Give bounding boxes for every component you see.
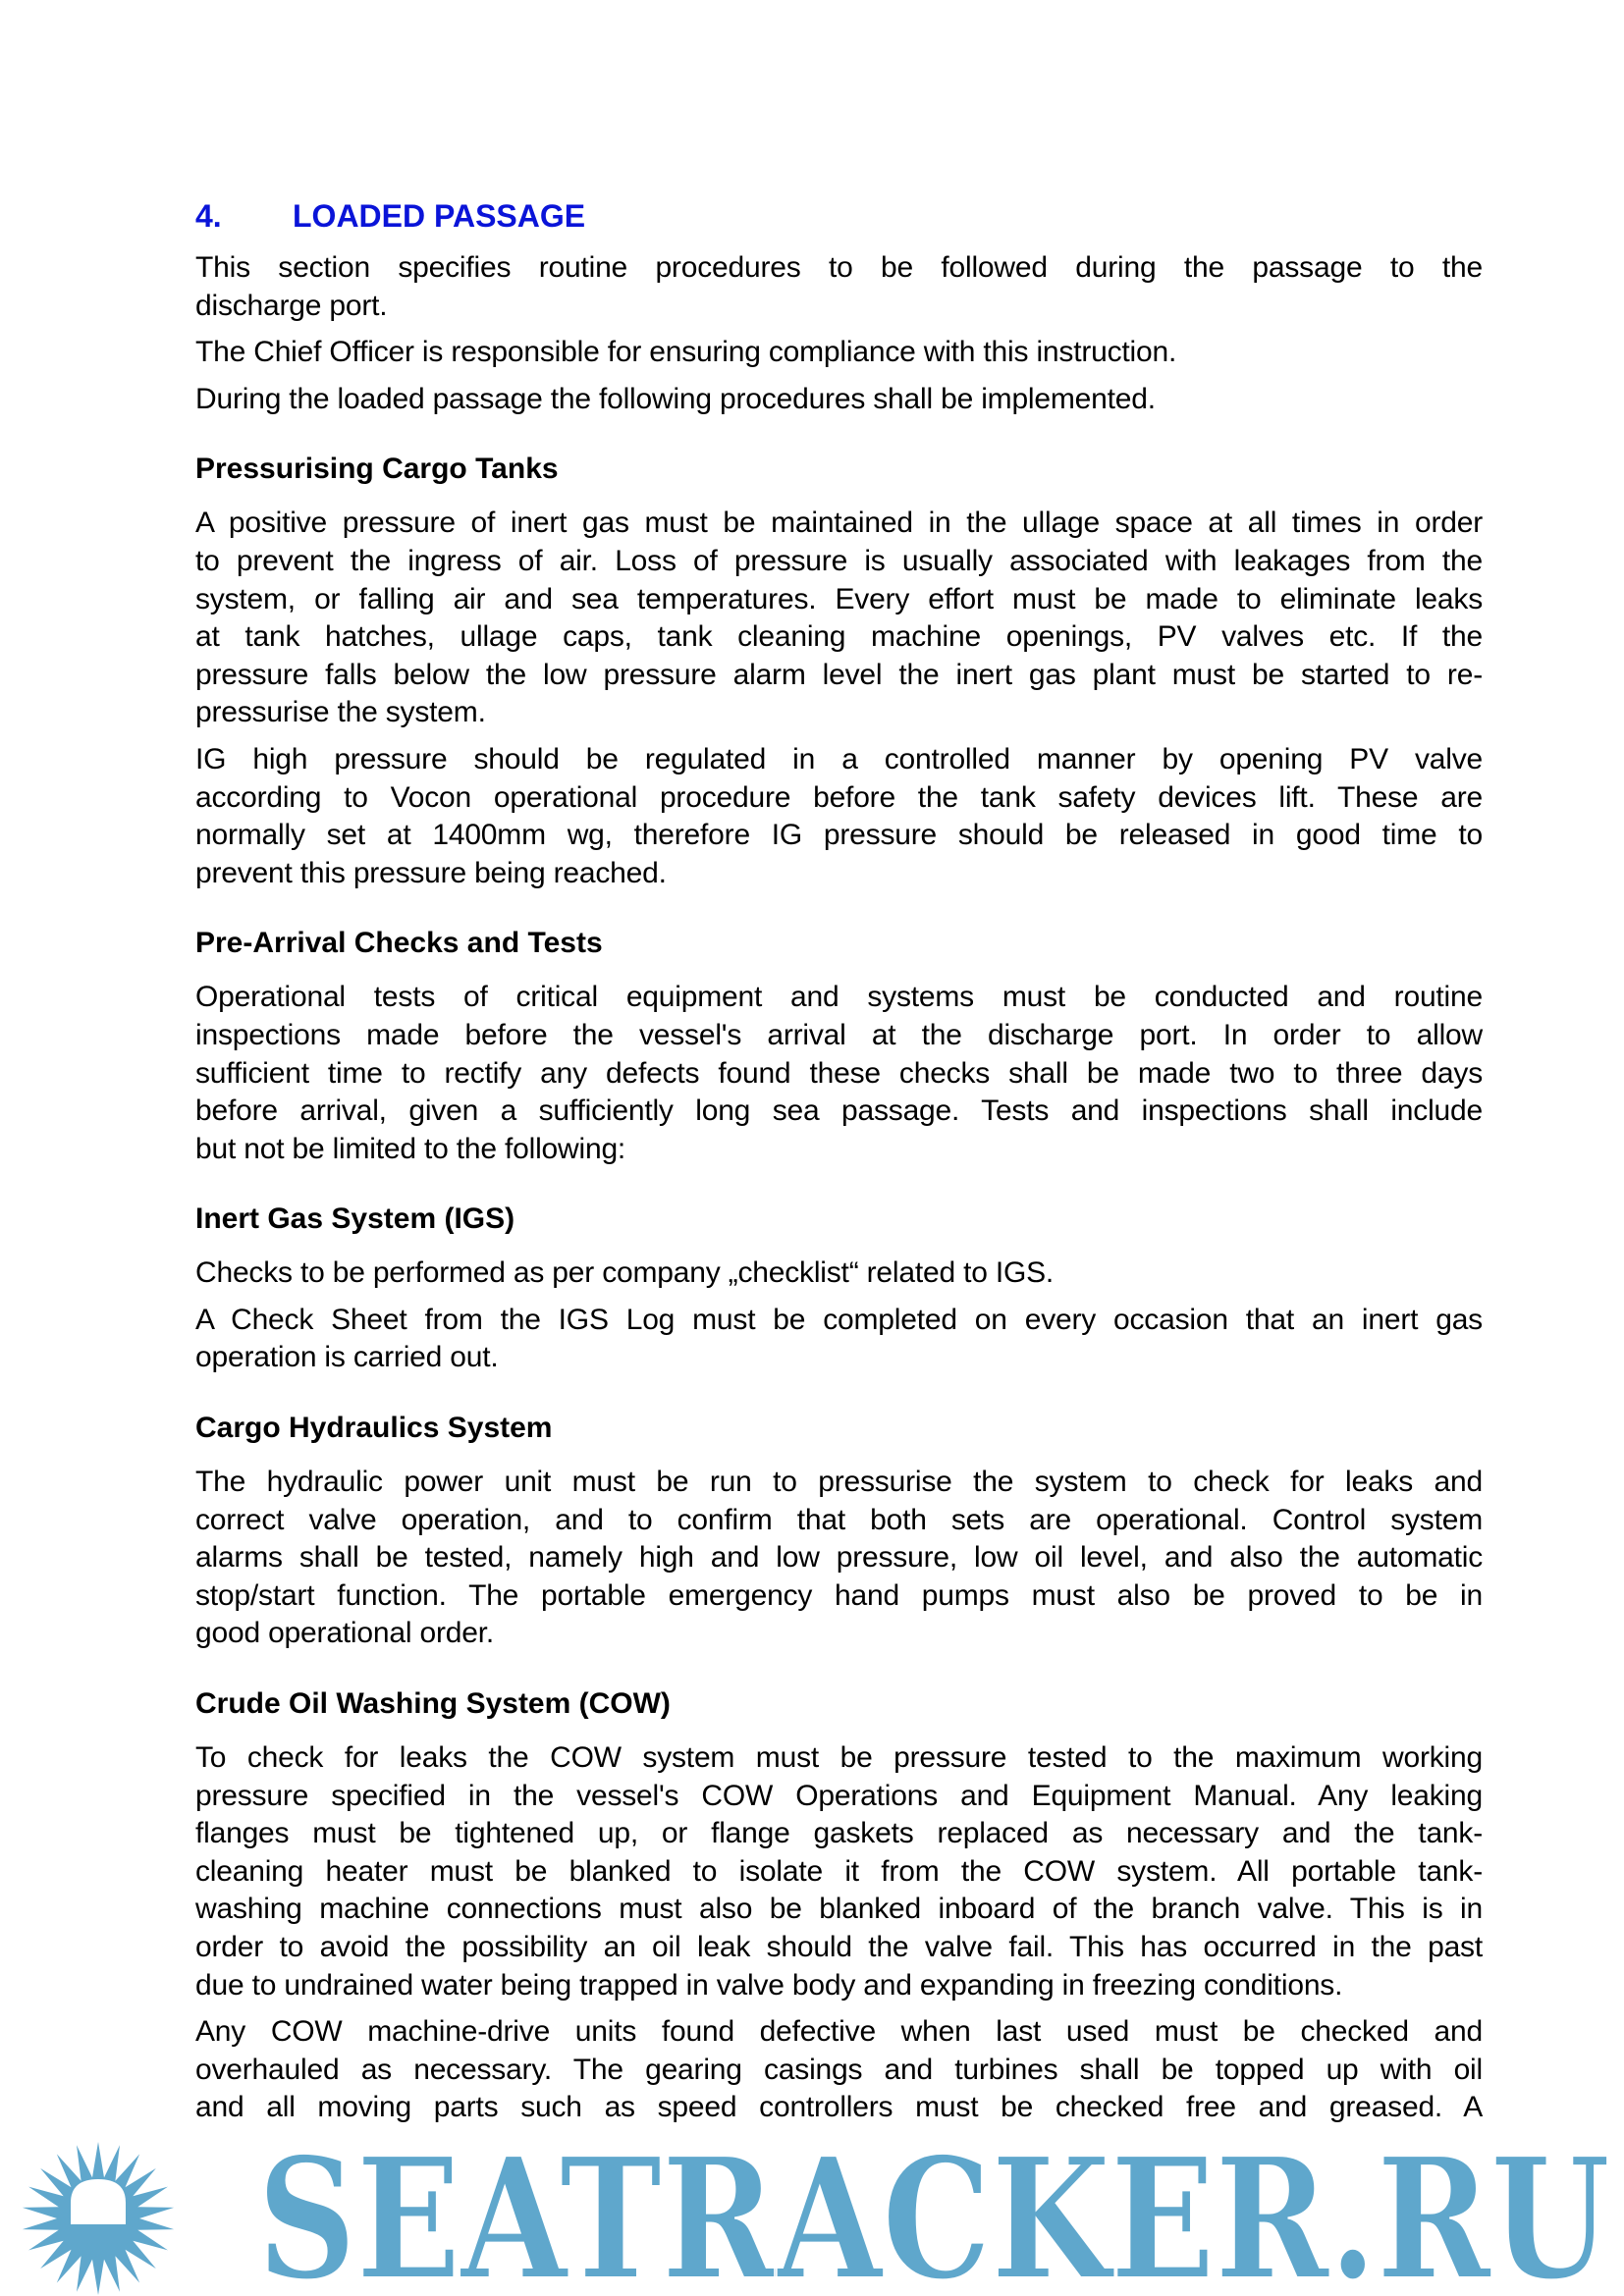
sun-icon: [23, 2142, 174, 2295]
text-line: The hydraulic power unit must be run to pressurise the system to check for leaks and: [195, 1466, 1483, 1499]
text-line: correct valve operation, and to confirm that both sets are operational. Control system: [195, 1503, 1483, 1536]
text-line: but not be limited to the following:: [195, 1132, 626, 1165]
subsection-heading: Inert Gas System (IGS): [195, 1202, 515, 1236]
text-line: Any COW machine-drive units found defective when last used must be checked and: [195, 2015, 1483, 2049]
text-line: Checks to be performed as per company „checklist“ related to IGS.: [195, 1256, 1055, 1290]
text-line: according to Vocon operational procedure before the tank safety devices lift. These are: [195, 780, 1483, 814]
text-line: Operational tests of critical equipment and systems must be conducted and routine: [195, 981, 1483, 1014]
text-line: before arrival, given a sufficiently long sea passage. Tests and inspections shall include: [195, 1095, 1483, 1128]
text-line: washing machine connections must also be blanked inboard of the branch valve. This is in: [195, 1893, 1483, 1926]
text-line: inspections made before the vessel's arrival at the discharge port. In order to allow: [195, 1018, 1483, 1051]
section-number: 4.: [195, 198, 222, 234]
text-line: cleaning heater must be blanked to isolate it from the COW system. All portable tank-: [195, 1854, 1483, 1888]
paragraph: [195, 249, 1483, 325]
section-heading: [195, 196, 1483, 236]
paragraph: [195, 979, 1483, 1168]
section-body: [195, 249, 1483, 2127]
text-line: A positive pressure of inert gas must be maintained in the ullage space at all times in order: [195, 507, 1483, 540]
text-line: stop/start function. The portable emergency hand pumps must also be proved to be in: [195, 1578, 1483, 1612]
text-line: and all moving parts such as speed controllers must be checked free and greased. A: [195, 2091, 1483, 2124]
text-line: prevent this pressure being reached.: [195, 856, 667, 889]
text-line: To check for leaks the COW system must be pressure tested to the maximum working: [195, 1741, 1483, 1775]
document-page: [195, 196, 1483, 2136]
text-line: alarms shall be tested, namely high and low pressure, low oil level, and also the automatic: [195, 1541, 1483, 1575]
text-line: flanges must be tightened up, or flange gaskets replaced as necessary and the tank-: [195, 1817, 1483, 1850]
text-line: due to undrained water being trapped in valve body and expanding in freezing conditions.: [195, 1968, 1343, 2002]
text-line: order to avoid the possibility an oil leak should the valve fail. This has occurred in the past: [195, 1931, 1483, 1963]
text-line: sufficient time to rectify any defects found these checks shall be made two to three days: [195, 1056, 1483, 1090]
text-line: During the loaded passage the following procedures shall be implemented.: [195, 382, 1156, 415]
subsection-heading: Pressurising Cargo Tanks: [195, 453, 559, 486]
watermark-text: SEATRACKER.RU: [257, 2140, 1610, 2296]
text-line: good operational order.: [195, 1617, 494, 1650]
watermark: [0, 2140, 1624, 2296]
text-line: This section specifies routine procedures to be followed during the passage to the: [195, 251, 1483, 284]
subsection-heading: Pre-Arrival Checks and Tests: [195, 927, 603, 960]
text-line: operation is carried out.: [195, 1341, 499, 1374]
paragraph: [195, 1255, 1483, 1293]
paragraph: [195, 505, 1483, 732]
text-line: pressure falls below the low pressure alarm level the inert gas plant must be started to re-: [195, 658, 1483, 691]
paragraph: [195, 741, 1483, 892]
text-line: system, or falling air and sea temperatures. Every effort must be made to eliminate leaks: [195, 582, 1483, 615]
subsection-heading: Cargo Hydraulics System: [195, 1412, 553, 1445]
paragraph: [195, 2013, 1483, 2127]
text-line: The Chief Officer is responsible for ensuring compliance with this instruction.: [195, 336, 1177, 369]
text-line: overhauled as necessary. The gearing casings and turbines shall be topped up with oil: [195, 2053, 1483, 2086]
paragraph: [195, 1739, 1483, 2004]
paragraph: [195, 1464, 1483, 1653]
text-line: A Check Sheet from the IGS Log must be completed on every occasion that an inert gas: [195, 1303, 1483, 1336]
text-line: pressure specified in the vessel's COW Operations and Equipment Manual. Any leaking: [195, 1779, 1483, 1812]
paragraph: [195, 1302, 1483, 1377]
paragraph: [195, 334, 1483, 372]
text-line: to prevent the ingress of air. Loss of pressure is usually associated with leakages from the: [195, 544, 1483, 577]
text-line: at tank hatches, ullage caps, tank cleaning machine openings, PV valves etc. If the: [195, 620, 1483, 654]
section-title: LOADED PASSAGE: [293, 198, 586, 234]
text-line: pressurise the system.: [195, 696, 486, 729]
text-line: discharge port.: [195, 289, 388, 322]
text-line: normally set at 1400mm wg, therefore IG pressure should be released in good time to: [195, 819, 1483, 852]
paragraph: [195, 381, 1483, 419]
subsection-heading: Crude Oil Washing System (COW): [195, 1687, 671, 1721]
text-line: IG high pressure should be regulated in a controlled manner by opening PV valve: [195, 742, 1483, 775]
